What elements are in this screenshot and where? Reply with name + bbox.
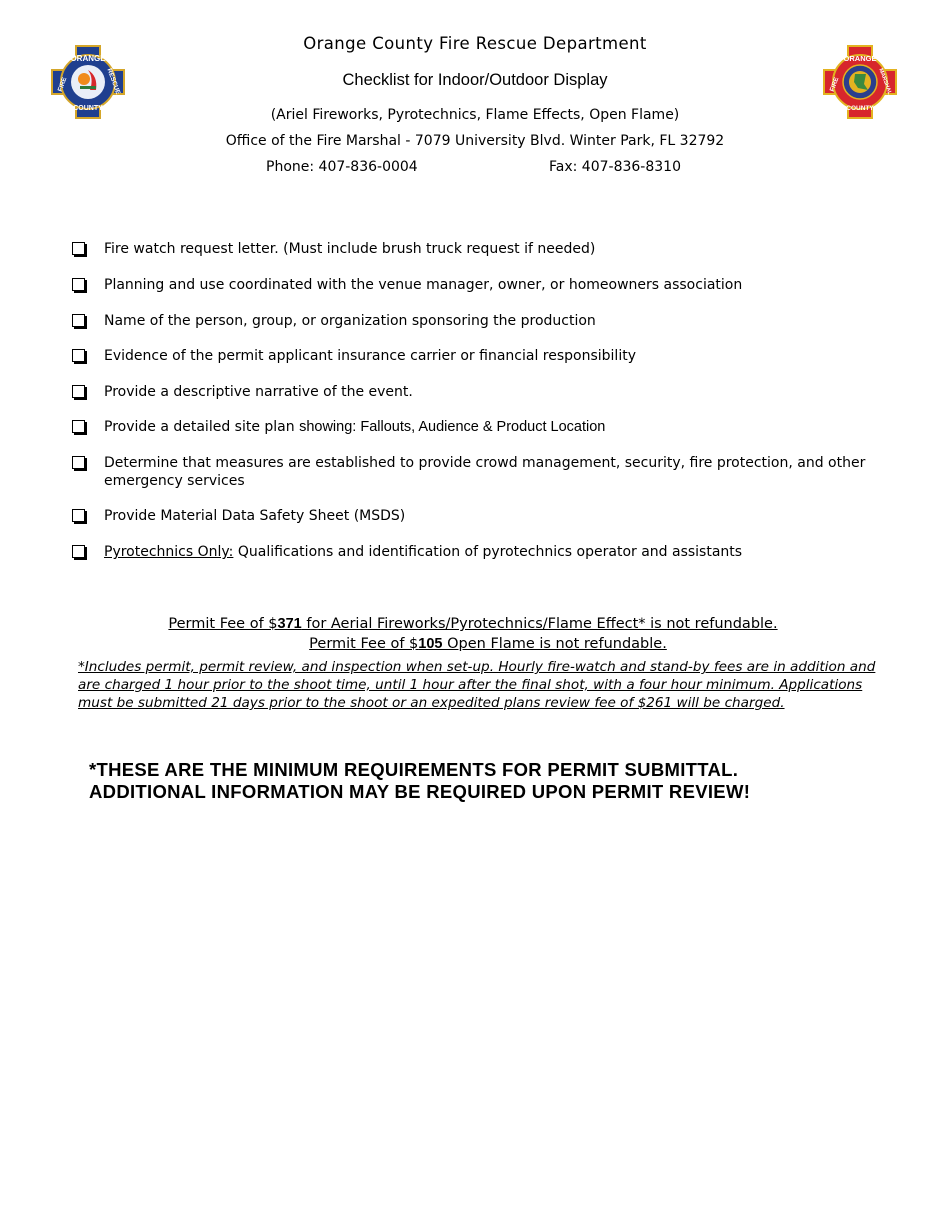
checkbox[interactable] xyxy=(72,278,85,291)
warning-line-1: *THESE ARE THE MINIMUM REQUIREMENTS FOR PERMIT SUBMITTAL. xyxy=(89,759,739,780)
warning-line-2: ADDITIONAL INFORMATION MAY BE REQUIRED UPON PERMIT REVIEW! xyxy=(89,781,751,802)
pyrotechnics-text: Qualifications and identification of pyrotechnics operator and assistants xyxy=(233,544,743,560)
checkbox[interactable] xyxy=(72,456,85,469)
checklist-item-text: Provide a descriptive narrative of the event. xyxy=(104,384,413,400)
checkbox[interactable] xyxy=(72,420,85,433)
checklist-item-text: Planning and use coordinated with the venue manager, owner, or homeowners association xyxy=(104,277,743,293)
fee-amount-aerial: 371 xyxy=(277,616,302,632)
logo-right-bottom-text: COUNTY xyxy=(846,105,874,112)
permit-fee-open-flame: Permit Fee of $105 Open Flame is not refundable. xyxy=(309,636,667,652)
checkbox[interactable] xyxy=(72,314,85,327)
checklist-item-text: Evidence of the permit applicant insurance carrier or financial responsibility xyxy=(104,348,636,364)
fee-note: *Includes permit, permit review, and inspection when set-up. Hourly fire-watch and stand-by fees are in addition and are charged 1 hour prior to the shoot time, until 1 hour after the final shot, with a four hour minimum. Applications must be submitted 21 days prior to the shoot or an expedited plans review fee of $261 will be charged. xyxy=(78,659,876,711)
department-title: Orange County Fire Rescue Department xyxy=(303,34,647,53)
logo-left-right-text: RESCUE xyxy=(105,67,122,96)
checklist-item-text xyxy=(104,543,874,561)
checkbox[interactable] xyxy=(72,509,85,522)
checklist-item-text: Determine that measures are established to provide crowd management, security, fire protection, and other emergency services xyxy=(104,455,866,489)
phone-number: Phone: 407-836-0004 xyxy=(266,159,418,175)
logo-right-left-text: FIRE xyxy=(828,76,841,93)
pyrotechnics-label: Pyrotechnics Only: xyxy=(104,544,234,560)
logo-right-right-text: MARSHAL xyxy=(877,67,893,96)
permit-fee-aerial: Permit Fee of $371 for Aerial Fireworks/Pyrotechnics/Flame Effect* is not refundable. xyxy=(168,616,778,632)
checkbox[interactable] xyxy=(72,349,85,362)
fee-amount-open-flame: 105 xyxy=(418,636,443,652)
checkbox[interactable] xyxy=(72,242,85,255)
checklist-item-text: Name of the person, group, or organization sponsoring the production xyxy=(104,313,596,329)
document-subtitle: Checklist for Indoor/Outdoor Display xyxy=(342,71,608,89)
checklist-item-text xyxy=(104,418,874,436)
logo-left-top-text: ORANGE xyxy=(70,54,106,63)
checkbox[interactable] xyxy=(72,545,85,558)
checklist-item-text: Fire watch request letter. (Must include brush truck request if needed) xyxy=(104,241,596,257)
minimum-requirements-warning xyxy=(89,759,889,803)
checkbox[interactable] xyxy=(72,385,85,398)
logo-left-left-text: FIRE xyxy=(56,76,69,93)
office-address: Office of the Fire Marshal - 7079 University Blvd. Winter Park, FL 32792 xyxy=(225,133,725,149)
logo-left-bottom-text: COUNTY xyxy=(73,105,103,112)
site-plan-text: Provide a detailed site plan xyxy=(104,419,300,435)
fax-number: Fax: 407-836-8310 xyxy=(549,159,681,175)
display-scope: (Ariel Fireworks, Pyrotechnics, Flame Effects, Open Flame) xyxy=(270,107,680,123)
logo-right-top-text: ORANGE xyxy=(843,54,877,63)
site-plan-details: showing: Fallouts, Audience & Product Location xyxy=(299,419,606,435)
checklist-item-text: Provide Material Data Safety Sheet (MSDS) xyxy=(104,508,406,524)
